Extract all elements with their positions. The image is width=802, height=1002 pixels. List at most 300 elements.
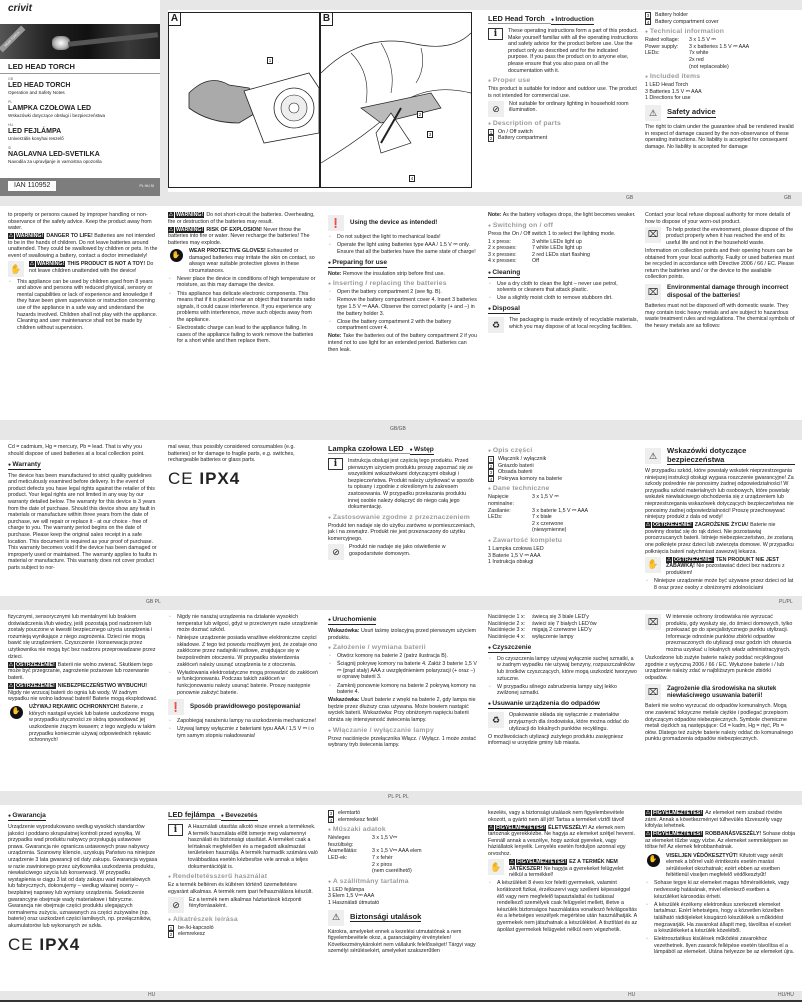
icon-heading xyxy=(328,215,478,231)
warning-paragraph xyxy=(645,810,795,830)
part-item xyxy=(488,463,638,470)
column-hu-safety-2 xyxy=(645,810,795,957)
language-subtitle: Navodila za upravljanje in varnostna opozorila xyxy=(8,159,102,164)
part-label: elemtartó xyxy=(338,810,361,816)
column-gb-intro xyxy=(488,14,638,142)
language-entry xyxy=(8,123,158,142)
spec-value: (not replaceable) xyxy=(689,63,729,70)
section-title: LED fejlámpa xyxy=(168,810,221,820)
warning-text: Baterie, z których nastąpił wyciek lub baterie uszkodzone mogą w przypadku styczności ze skórą spowodować jej uszkodzenie żrącym kwasem; z tego względu w takim przypadku koniecznie używaj odpowiednich rękawic ochronnych! xyxy=(29,704,156,744)
column-hu-technical xyxy=(328,810,478,956)
paragraph: W przypadku szkód, które powstały wskutek nieprzestrzegania niniejszej instrukcji obsługi wygasa roszczenie gwarancyjne! Za szkody pośrednie nie ponosimy żadnej odpowiedzialności! W przypadku szkód materialnych lub osobowych, które powstały wskutek niewłaściwego obchodzenia się z urządzeniem lub nieprzestrzegania wskazówek dotyczących bezpieczeństwa nie ponosimy żadnej odpowiedzialności! Proszę przechowywać niniejszy produkt z dala od wody! xyxy=(645,468,794,521)
warning-triangle-icon: ⚠ xyxy=(328,910,344,926)
headtorch-front-illustration xyxy=(169,13,319,187)
heading-text: Environmental damage through incorrect disposal of the batteries! xyxy=(667,284,789,299)
icon-heading xyxy=(645,105,795,121)
spec-label xyxy=(645,57,689,64)
spec-label: 2 x presses: xyxy=(488,245,517,252)
ip-rating: IPX4 xyxy=(39,934,81,954)
item-list xyxy=(328,887,478,907)
part-label: Battery compartment xyxy=(498,135,548,142)
page-separator xyxy=(0,991,802,1002)
subsection-heading: ● A szállítmány tartalma xyxy=(328,878,478,886)
ce-mark-icon: CE xyxy=(8,934,40,954)
ce-ipx4-mark xyxy=(168,469,318,489)
warning-badge: WARNING! xyxy=(175,226,204,233)
warning-title: EZ A TERMÉK NEM JÁTÉKSZER! xyxy=(509,859,618,872)
warning-triangle-icon: ⚠ xyxy=(8,233,14,240)
part-item xyxy=(488,476,638,483)
part-item xyxy=(328,810,478,817)
language-entry xyxy=(8,77,158,96)
column-gb-warranty-2 xyxy=(168,444,318,489)
spec-value: 7 x fehér xyxy=(372,854,393,861)
part-item xyxy=(168,925,318,932)
divider xyxy=(0,73,160,74)
page-number: HU xyxy=(148,992,156,998)
list-item: ▫ This appliance has delicate electronic components. This means that if it is placed near an object that transmits radio signals, it could cause interference. If you experience any problems with interference, move such objects away from the appliance. xyxy=(168,291,318,324)
spec-value: 7 white LEDs light up xyxy=(532,245,582,252)
spec-label: Naciśnięcie 3 x: xyxy=(488,627,526,634)
warning-title: ZAGROŻENIE ŻYCIA! xyxy=(694,522,749,529)
section-heading: ● Uruchomienie xyxy=(328,616,376,625)
subsection-heading: ● Műszaki adatok xyxy=(328,826,478,834)
part-number: 4 xyxy=(646,19,650,25)
part-item xyxy=(645,12,795,19)
paragraph-text: Not suitable for ordinary lighting in household room illumination. xyxy=(509,100,629,114)
paragraph: kezelés, vagy a biztonsági utalások nem figyelembevétele okozott, a gyártó nem áll jót! Tartsa a terméket víztől távol! xyxy=(488,810,625,823)
warning-title: ROBBANÁSVESZÉLY! xyxy=(705,831,762,838)
part-label: elemrekesz xyxy=(178,931,206,938)
spec-table xyxy=(488,494,638,534)
no-household-lighting-icon: ⊘ xyxy=(168,897,184,913)
warning-paragraph xyxy=(488,825,638,858)
part-item xyxy=(488,469,638,476)
part-number: 2 xyxy=(489,463,493,469)
column-pl-parts xyxy=(488,444,638,567)
page-number: PL/PL xyxy=(779,599,793,605)
paragraph: This product is suitable for indoor and outdoor use. The product is not intended for commercial use. xyxy=(488,86,637,99)
page-separator xyxy=(0,596,802,610)
list-item: ▫ Open the battery compartment 2 (see fig. B). xyxy=(328,289,478,296)
part-item xyxy=(645,19,795,26)
protective-gloves-icon: ✋ xyxy=(8,704,24,720)
column-gb-technical xyxy=(645,12,795,152)
country-flags: PL HU SI xyxy=(139,184,154,188)
column-gb-disposal xyxy=(645,212,795,331)
spec-table xyxy=(645,37,795,70)
page-number: PL PL PL xyxy=(388,794,409,800)
child-warning-icon: ✋ xyxy=(488,859,504,875)
icon-paragraph xyxy=(488,712,638,732)
list-item: ▫ Never place the device in conditions of high temperature or moisture, as this may damage the device. xyxy=(168,276,318,289)
list-item: ▫ Sohase tegye ki az elemeket magas hőmérsékletek, vagy nedvesség hatásának, mivel ellenkező esetben a készüléket károsodás érheti. xyxy=(645,880,795,900)
warning-body xyxy=(666,557,795,577)
icon-heading xyxy=(645,447,795,465)
recycling-icon: ♻ xyxy=(488,317,504,333)
spec-value: 7x white xyxy=(689,50,709,57)
paragraph: Przez naciśnięcie przełącznika Włącz. / Wyłącz. 1 może zostać wybrany tryb świecenia lampy. xyxy=(328,735,477,749)
warning-text: Do not short-circuit the batteries. Overheating, fire or destruction of the batteries may result. xyxy=(168,212,315,225)
page-number: GB xyxy=(784,195,792,201)
item-list xyxy=(488,546,638,566)
icon-paragraph xyxy=(168,897,318,913)
spec-label: 1 x press: xyxy=(488,238,511,245)
list-item: ▫ A készülék érzékeny elektronikus szerkezeti elemeket tartalmaz. Ezért lehetséges, hogy a közvetlen közelben található rádiójeleket kisugárzó készülékek a működést megzavarják. Ha zavarokat állapít meg, távolítsa el ezeket a készülékeket a készülék közeléből. xyxy=(645,902,795,935)
info-icon: i xyxy=(488,28,503,40)
column-pl-safety-3 xyxy=(168,614,318,741)
icon-paragraph xyxy=(488,317,638,333)
note-text: Usuń baterie z wnęki na baterie 2, gdy lampa nie będzie przez dłuższy czas używana. Może bowiem nastąpić wyciek baterii. Wskazówka: Przy obniżonym napięciu baterii obniża się intensywność świecenia lampy. xyxy=(328,697,476,724)
spec-value: świeci się 7 białych LED'ów xyxy=(532,620,597,627)
warning-title: THIS PRODUCT IS NOT A TOY! xyxy=(67,261,146,268)
heading-text: Biztonsági utalások xyxy=(350,911,422,921)
child-warning-icon: ✋ xyxy=(8,261,24,277)
column-pl-operation xyxy=(328,614,478,750)
subsection-heading: ● Dane techniczne xyxy=(488,485,638,493)
part-number: 3 xyxy=(646,13,650,19)
spec-label: Rated voltage: xyxy=(645,37,680,44)
list-item: ▫ Niniejsze urządzenie może być używane przez dzieci od lat 8 oraz przez osoby z obniżonymi zdolnościami xyxy=(645,578,795,591)
spec-value: 3 x 1,5 V⎓ AAA elem xyxy=(372,848,422,855)
language-entry xyxy=(8,100,158,119)
crossed-bin-icon: ⌧ xyxy=(645,614,661,630)
warning-with-icon xyxy=(8,704,158,744)
spec-label: Napięcie nominalne: xyxy=(488,494,514,507)
column-hu-safety xyxy=(488,810,638,935)
spec-label xyxy=(645,64,689,71)
list-item: ▫ Zamknij ponownie komorę na baterie 2 pokrywą komory na baterie 4. xyxy=(328,683,478,696)
spec-value: 3 x 1,5 V⎓ xyxy=(372,835,398,842)
spec-value: 2 x czerwone xyxy=(532,520,564,527)
icon-heading xyxy=(645,284,795,300)
paragraph: Uszkodzone lub zużyte baterie należy poddać recyklingowi zgodnie z wytyczną 2006 / 66 / EC. Wyłużone baterie i / lub urządzenie należy zdać w najbliższym punkcie zbiórki odpadów. xyxy=(645,655,785,681)
warning-title: DANGER TO LIFE! xyxy=(46,233,93,240)
page-number: HU/HU xyxy=(778,992,794,998)
paragraph: Produkt ten nadaje się do użytku zarówno w pomieszczeniach, jak i na zewnątrz. Produkt nie jest przeznaczony do użytku komercyjnego. xyxy=(328,522,476,542)
note-label: Note: xyxy=(328,333,342,340)
crossed-bin-battery-icon: ⌧ xyxy=(645,684,661,700)
list-item: ▫ Niniejsze urządzenie posiada wrażliwe elektroniczne części składowe. Z tego też powodu możliwym jest, że zostaje ono zakłócone przez nadajniki radiowe, znajdujące się w bezpośrednim otoczeniu. W przypadku stwierdzenia zakłóceń należy usunąć urządzenia te z otoczenia. xyxy=(168,635,318,668)
warning-triangle-icon: ⚠ xyxy=(645,522,651,529)
part-callout-4: 4 xyxy=(410,176,414,181)
paragraph-text: These operating instructions form a part of this product. Make yourself familiar with all the operating instructions and safety advice for the product before use. Use the product only as described and for the indicated purpose. If you pass the product on to anyone else, please ensure that you also pass on all the documentation with it. xyxy=(508,28,638,74)
warning-badge: FIGYELMEZTETÉS! xyxy=(495,824,546,831)
spec-label xyxy=(488,521,532,528)
section-heading: ● Czyszczenie xyxy=(488,644,531,653)
language-title: LED FEJLÁMPA xyxy=(8,128,62,135)
icon-heading xyxy=(168,699,318,715)
note-paragraph xyxy=(328,697,478,723)
paragraph-text: To help protect the environment, please dispose of the product properly when it has reached the end of its useful life and not in the household waste. xyxy=(666,226,794,246)
cover-badge: HEAD-TORCH xyxy=(0,26,25,53)
page-number: GB/GB xyxy=(390,426,406,432)
spec-label xyxy=(488,527,532,534)
subsection-heading: ● Technical information xyxy=(645,28,795,36)
part-callout-2: 2 xyxy=(418,112,422,117)
spec-label: Zasilanie: xyxy=(488,507,511,514)
spec-label: 3 x presses: xyxy=(488,251,517,258)
note-text: Usuń taśmę izolacyjną przed pierwszym użyciem produktu. xyxy=(328,628,477,641)
section-heading: ● Introduction xyxy=(551,16,594,25)
note-paragraph xyxy=(488,212,638,219)
section-heading: ● Preparing for use xyxy=(328,259,387,268)
paragraph: fizycznymi, sensorycznymi lub mentalnymi lub brakiem doświadczenia i/lub wiedzy, jeśli pozostają pod nadzorem lub zostały pouczone w kwestii bezpiecznego użycia urządzenia i rozumieją wynikające z niego zagrożenia. Dzieci nie mogą bawić się urządzeniem. Czyszczenie i konserwacja przez użytkownika nie mogą być bez nadzoru przeprowadzane przez dzieci. xyxy=(8,614,156,660)
list-item: ▫ Use a slightly moist cloth to remove stubborn dirt. xyxy=(488,295,638,302)
warning-body xyxy=(189,248,318,274)
spec-label: 4 x presses: xyxy=(488,258,517,265)
warning-badge: OSTRZEŻENIE! xyxy=(652,522,692,529)
subsection-heading: ● Description of parts xyxy=(488,120,638,128)
ip-rating: IPX4 xyxy=(199,468,241,488)
paragraph: Information on collection points and their opening hours can be obtained from your local authority. Faulty or used batteries must be recycled in accordance with Directive 2006 / 66 / EC. Please return the batteries and / or the device to the available collection points. xyxy=(645,247,795,281)
warning-text: Nie pozostawiać dzieci bez nadzoru z produktem! xyxy=(666,563,785,576)
spec-value: 2 red LEDs start flashing xyxy=(532,251,590,258)
section-heading: ● Warranty xyxy=(8,461,41,470)
list-item: ▫ This appliance can be used by children aged from 8 years and above and persons with reduced physical, sensory or mental capabilities or lack of experience and knowledge if they have been given supervision or instruction concerning use of the appliance in a safe way and understand the hazards involved. Children shall not play with the appliance. Cleaning and user maintenance shall not be made by children without supervision. xyxy=(8,279,158,332)
list-line: 1 Instrukcja obsługi xyxy=(488,559,534,566)
column-pl-cleaning xyxy=(488,614,638,748)
note-paragraph xyxy=(328,628,478,641)
subsection-heading: ● Zawartość kompletu xyxy=(488,537,638,545)
column-gb-warranty xyxy=(8,444,158,573)
list-line: 1 Használati útmutató xyxy=(328,899,380,906)
note-text: Take the batteries out of the battery compartment 2 if you intend not to use light for an extended period. Batteries can then leak. xyxy=(328,333,477,353)
part-item xyxy=(488,129,638,136)
paragraph: Press the On / Off switch 1 to select the lighting mode. xyxy=(488,230,616,237)
list-line: 1 Lampka czołowa LED xyxy=(488,545,544,552)
subsection-heading: ● Switching on / off xyxy=(488,222,638,230)
warning-triangle-icon: ⚠ xyxy=(645,105,661,121)
note-label: Wskazówka: xyxy=(328,628,360,634)
warning-paragraph xyxy=(168,212,318,225)
icon-paragraph xyxy=(488,101,638,117)
language-subtitle: Wskazówki dotyczące obsługi i bezpieczeństwa xyxy=(8,113,106,118)
part-item xyxy=(168,931,318,938)
part-label: Pokrywa komory na baterie xyxy=(498,475,563,482)
note-text: As the battery voltages drops, the light becomes weaker. xyxy=(502,212,636,218)
spec-label: LEDs: xyxy=(645,50,660,57)
warning-text: Ne hagyja a gyerekeket felügyelet nélkül a termékkel! xyxy=(509,865,624,879)
paragraph: Károkra, amelyeket ennek a kezelési utmutatónak a nem figyelembevétele okoz, a garanciaigény érvénytelen! Következménykárokért nem vállalunk felelősséget! Tárgyi vagy személyi sérülésekért, amelyeket szakszerűtlen xyxy=(328,928,476,955)
language-entry xyxy=(8,146,158,165)
list-item: ▫ Close the battery compartment 2 with the battery compartment cover 4. xyxy=(328,319,478,332)
icon-paragraph xyxy=(645,227,795,247)
figure-a xyxy=(168,12,320,188)
warning-badge: WARNING! xyxy=(15,233,44,240)
column-gb-preparing xyxy=(328,212,478,355)
warning-badge: WARNING! xyxy=(175,212,204,218)
warning-text: Sohase dobja az elemeket tűzbe vagy vízbe. Az elemeket semmiképpen se töltse fel! Az elemek felrobbanhatnak. xyxy=(645,831,796,851)
warning-title: NIEBEZPIECZEŃSTWO WYBUCHU! xyxy=(57,682,147,689)
paragraph: Cd = cadmium, Hg = mercury, Pb = lead. That is why you should dispose of used batteries at a local collection point. xyxy=(8,444,145,457)
warning-paragraph xyxy=(645,522,795,555)
language-title: LED HEAD TORCH xyxy=(8,82,71,89)
page-number: HU xyxy=(628,992,636,998)
heading-text: Zagrożenie dla środowiska na skutek niewłaściwego usuwania baterii! xyxy=(667,684,777,700)
ce-mark-icon: CE xyxy=(168,468,200,488)
warning-text: Kifutott vagy sérült elemek a bőrrel való érintkezés esetén marási sérüléseket okozhatnak; ezért ebben az esetben feltétlenül viseljen megfelelő védőkesztyűt! xyxy=(666,852,783,879)
warning-paragraph xyxy=(8,662,158,682)
column-pl-safety xyxy=(645,444,795,593)
spec-label: LEDs: xyxy=(488,514,503,521)
protective-gloves-icon: ✋ xyxy=(168,248,184,264)
warning-with-icon xyxy=(8,261,158,277)
column-hu-intro xyxy=(168,810,318,938)
section-heading: ● Bevezetés xyxy=(221,812,258,821)
spec-value: migają 2 czerwone LED'y xyxy=(532,627,592,634)
warning-triangle-icon: ⚠ xyxy=(645,831,651,838)
note-paragraph xyxy=(328,271,478,278)
warning-title: ÉLETVESZÉLY! xyxy=(548,824,588,831)
ian-number: IAN 110952 xyxy=(8,181,56,191)
warning-triangle-icon: ⚠ xyxy=(645,810,651,816)
warning-text: Nigdy nie wrzucaj baterii do ognia lub wody. W żadnym wypadku nie wolno ładować baterii! Baterie mogą eksplodować. xyxy=(8,689,158,703)
ce-ipx4-mark xyxy=(8,935,158,955)
language-subtitle: Operation and Safety Notes xyxy=(8,90,65,95)
spec-value: (nem cserélhető) xyxy=(372,868,412,875)
warning-body xyxy=(509,859,638,879)
paragraph: Baterii nie wolno wyrzucać do odpadów komunalnych. Mogą one zawierać toksyczne metale ciężkie i podlegać przepisom dotyczącym odpadów niebezpiecznych. Symbole chemiczne metali ciężkich są następujące: Cd = kadm, Hg = rtęć, Pb = ołów. Dlatego też zużyte baterie należy oddać do komunalnego punktu gromadzenia odpadów niebezpiecznych. xyxy=(645,703,794,743)
warning-text: Baterie nie powinny dostać się do rąk dzieci. Nie pozostawiaj porozrzucanych baterii. Istnieje niebezpieczeństwo, że zostaną one połknięte przez dzieci lub zwierzęta domowe. W przypadku połknięcia baterii natychmiast zawezwij lekarza. xyxy=(645,522,794,555)
spec-value: 3 x 1,5 V ⎓ xyxy=(532,494,559,501)
subsection-heading: ● Inserting / replacing the batteries xyxy=(328,280,478,288)
list-line: 3 Baterie 1,5 V ⎓ AAA xyxy=(488,552,541,559)
column-pl-disposal xyxy=(645,614,795,745)
icon-heading xyxy=(645,684,795,700)
warning-with-icon xyxy=(168,248,318,274)
section-heading: ● Cleaning xyxy=(488,269,520,278)
part-label: Obsada baterii xyxy=(498,469,533,476)
figure-label: B xyxy=(320,12,333,26)
list-item: ▫ Operate the light using batteries type AAA / 1.5 V ⎓ only. Ensure that all the batteries have the same state of charge! xyxy=(328,242,478,255)
warning-triangle-icon: ⚠ xyxy=(29,261,35,268)
heading-text: Using the device as intended! xyxy=(350,219,438,227)
section-heading: ● Gwarancja xyxy=(8,812,46,821)
crossed-bin-icon: ⌧ xyxy=(645,227,661,243)
language-code: SI xyxy=(8,146,12,150)
subsection-heading: ● Opis części xyxy=(488,447,638,455)
list-line: 3 Batteries 1.5 V ⎓ AAA xyxy=(645,88,702,95)
warning-text: Do not leave children unattended with the device! xyxy=(29,261,154,274)
column-pl-warranty xyxy=(8,810,158,955)
part-number: 3 xyxy=(329,811,333,817)
warning-text: Never throw the batteries into fire or water. Never recharge the batteries! The batteries may explode. xyxy=(168,226,310,246)
icon-paragraph xyxy=(168,824,318,870)
page-separator xyxy=(160,0,802,10)
list-item: ▫ Do czyszczenia lampy używaj wyłącznie suchej szmatki, a w żadnym wypadku nie używaj benzyny, rozpuszczalników lub środków czyszczących, które mogą uszkodzić tworzywo sztuczne. xyxy=(488,656,638,682)
part-label: Battery compartment cover xyxy=(655,18,719,25)
warning-title: VISELJEN VÉDŐKESZTYŰT! xyxy=(666,852,738,859)
icon-paragraph xyxy=(488,28,638,74)
warning-body xyxy=(666,853,795,879)
figure-b xyxy=(320,12,472,188)
spec-value: wyłączenie lampy xyxy=(532,633,574,640)
list-item: ▫ Zapobiegaj narażeniu lampy na uszkodzenia mechaniczne! xyxy=(168,718,318,725)
list-item: ▫ Do not subject the light to mechanical loads! xyxy=(328,234,478,241)
subsection-heading: ● Proper use xyxy=(488,77,638,85)
warning-with-icon xyxy=(488,859,638,879)
warning-text: Az elemeket nem szabad rövidre zárni. Annak a következményei túlhevülés tűzveszély vagy kifolyás lehetnek. xyxy=(645,810,783,830)
list-line: 1 LED Head Torch xyxy=(645,82,689,89)
spec-label: Power supply: xyxy=(645,43,679,50)
part-number: 2 xyxy=(169,932,173,938)
section-title: LED Head Torch xyxy=(488,14,551,24)
spec-label: Naciśnięcie 2 x: xyxy=(488,620,526,627)
warning-triangle-icon: ⚠ xyxy=(645,448,661,464)
part-label: Gniazdo baterii xyxy=(498,462,534,469)
list-item: ▫ Use a dry cloth to clean the light – never use petrol, solvents or cleaners that attack plastic. xyxy=(488,281,638,294)
paragraph-text: The packaging is made entirely of recyclable materials, which you may dispose of at local recycling facilities. xyxy=(509,317,638,330)
warning-triangle-icon: ⚠ xyxy=(168,226,174,233)
spec-value: 3 white LEDs light up xyxy=(532,238,582,245)
warning-text: Exhausted or damaged batteries may irritate the skin on contact, so always wear suitable protective gloves in these circumstances. xyxy=(189,247,315,274)
paragraph: The right to claim under the guarantee shall be rendered invalid in respect of damage caused by the non-observance of these operating instructions. No liability is accepted for consequent damage. No liability is accepted for damage xyxy=(645,123,794,150)
warning-badge: OSTRZEŻENIE! xyxy=(15,661,55,668)
spec-value: 3 x batteries 1.5 V ⎓ AAA xyxy=(689,43,750,50)
icon-paragraph xyxy=(328,458,478,511)
paragraph: Ez a termék beltéren és kültéren történő üzemeltetésre egyaránt alkalmas. A termék nem ipari felhasználásra készült. xyxy=(168,882,313,895)
paragraph-text: A Használati utasítás alkotó része ennek a terméknek. A termék használata előtt ismerje meg valamennyi használati és biztonsági utasítást. A terméket csak a leírtaknak megfelelően és a megadott alkalmazási területeken használja. A termék harmadik számára való továbbadása esetén kézbesítse vele annak a teljes dokumentációját is. xyxy=(188,824,318,870)
list-item: ▫ Electrostatic charge can lead to the appliance failing. In cases of the appliance failing to work remove the batteries for a short while and then replace them. xyxy=(168,325,318,345)
item-list xyxy=(645,82,795,102)
note-paragraph xyxy=(328,333,478,353)
paragraph: O możliwościach utylizacji zużytego produktu zasięgniesz informacji w urzędzie gminy lub miasta. xyxy=(488,733,624,747)
list-item: ▫ Remove the battery compartment cover 4. Insert 3 batteries type 1.5 V ⎓ AAA. Observe the correct polarity (+ and –) in the battery holder 3. xyxy=(328,297,478,317)
warning-title: TEN PRODUKT NIE JEST ZABAWKĄ! xyxy=(666,556,780,570)
part-number: 1 xyxy=(489,457,493,463)
spec-value: (niewymienne) xyxy=(532,527,567,534)
spec-table xyxy=(328,835,478,875)
part-callout-3: 3 xyxy=(428,132,432,137)
exclamation-icon: ❗ xyxy=(168,699,184,715)
exclamation-icon: ❗ xyxy=(328,215,344,231)
warning-triangle-icon: ⚠ xyxy=(509,859,515,866)
list-item: ▫ Elektrosztatikus kisülések működési zavarokhoz vezethetnek. Ilyen zavarok fellépése esetén távolítsa el a lámpából az elemeket. Utána helyezze be az elemeket újra. xyxy=(645,936,795,956)
warning-with-icon xyxy=(645,853,795,879)
paragraph-text: Instrukcja obsługi jest częścią tego produktu. Przed pierwszym użyciem produktu proszę zapoznać się ze wszystkimi wskazówkami dotyczącymi obsługi i bezpieczeństwa. Produkt należy użytkować w sposób tu opisany i zgodnie z określonym tu zakresem zastosowania. W przypadku przekazania produktu innej osobie należy dołączyć do niego całą jego dokumentację. xyxy=(348,458,474,511)
child-warning-icon: ✋ xyxy=(645,557,661,573)
spec-label: Naciśnięcie 4 x: xyxy=(488,633,526,640)
subsection-heading: ● Założenie / wymiana baterii xyxy=(328,644,478,652)
paragraph-text: W interesie ochrony środowiska nie wyrzucać produktu, gdy wysłuży się, do śmieci domowych, tylko przekazać go do specjalistycznego punktu utylizacji. Informacje odnośnie punktów zbiórki odpadów przeznaczonych do utylizacji oraz godzin ich otwarcia można uzyskać u lokalnych władz administracyjnych. xyxy=(666,614,793,653)
part-label: On / Off switch xyxy=(498,128,533,135)
part-item xyxy=(328,817,478,824)
part-number: 4 xyxy=(489,476,493,482)
list-item: ▫ Nigdy nie narażaj urządzenia na działanie wysokich temperatur lub wilgoci, gdyż w przeciwnym razie urządzenie może doznać szkód. xyxy=(168,614,318,634)
language-code: HU xyxy=(8,123,14,127)
language-code: GB xyxy=(8,77,14,81)
cover-page xyxy=(0,0,160,200)
warning-badge: FIGYELMEZTETÉS! xyxy=(516,859,567,866)
recycling-icon: ♻ xyxy=(488,712,504,728)
spec-table xyxy=(488,614,638,640)
icon-heading xyxy=(328,910,478,926)
subsection-heading: ● Included items xyxy=(645,73,795,81)
icon-paragraph xyxy=(328,544,478,560)
warning-body xyxy=(29,704,158,744)
column-gb-operation xyxy=(488,212,638,335)
part-number: 1 xyxy=(169,925,173,931)
language-title: NAGLAVNA LED-SVETILKA xyxy=(8,151,100,158)
spec-value: 2 x piros xyxy=(372,861,393,868)
warning-with-icon xyxy=(645,557,795,577)
warning-body xyxy=(29,261,158,274)
protective-gloves-icon: ✋ xyxy=(645,853,661,869)
warning-text: Az elemek nem tartoznak gyerekkézbe. Ne hagyja az elemeket szétjel heverni. Fennáll annak a veszélye, hogy azokat gyerekek, vagy háziállatok lenyelik. Lenyelés esetén forduljon azonnal egy orvoshoz. xyxy=(488,824,635,858)
warning-paragraph xyxy=(8,683,158,703)
subsection-heading: ● Zastosowanie zgodne z przeznaczeniem xyxy=(328,514,478,522)
